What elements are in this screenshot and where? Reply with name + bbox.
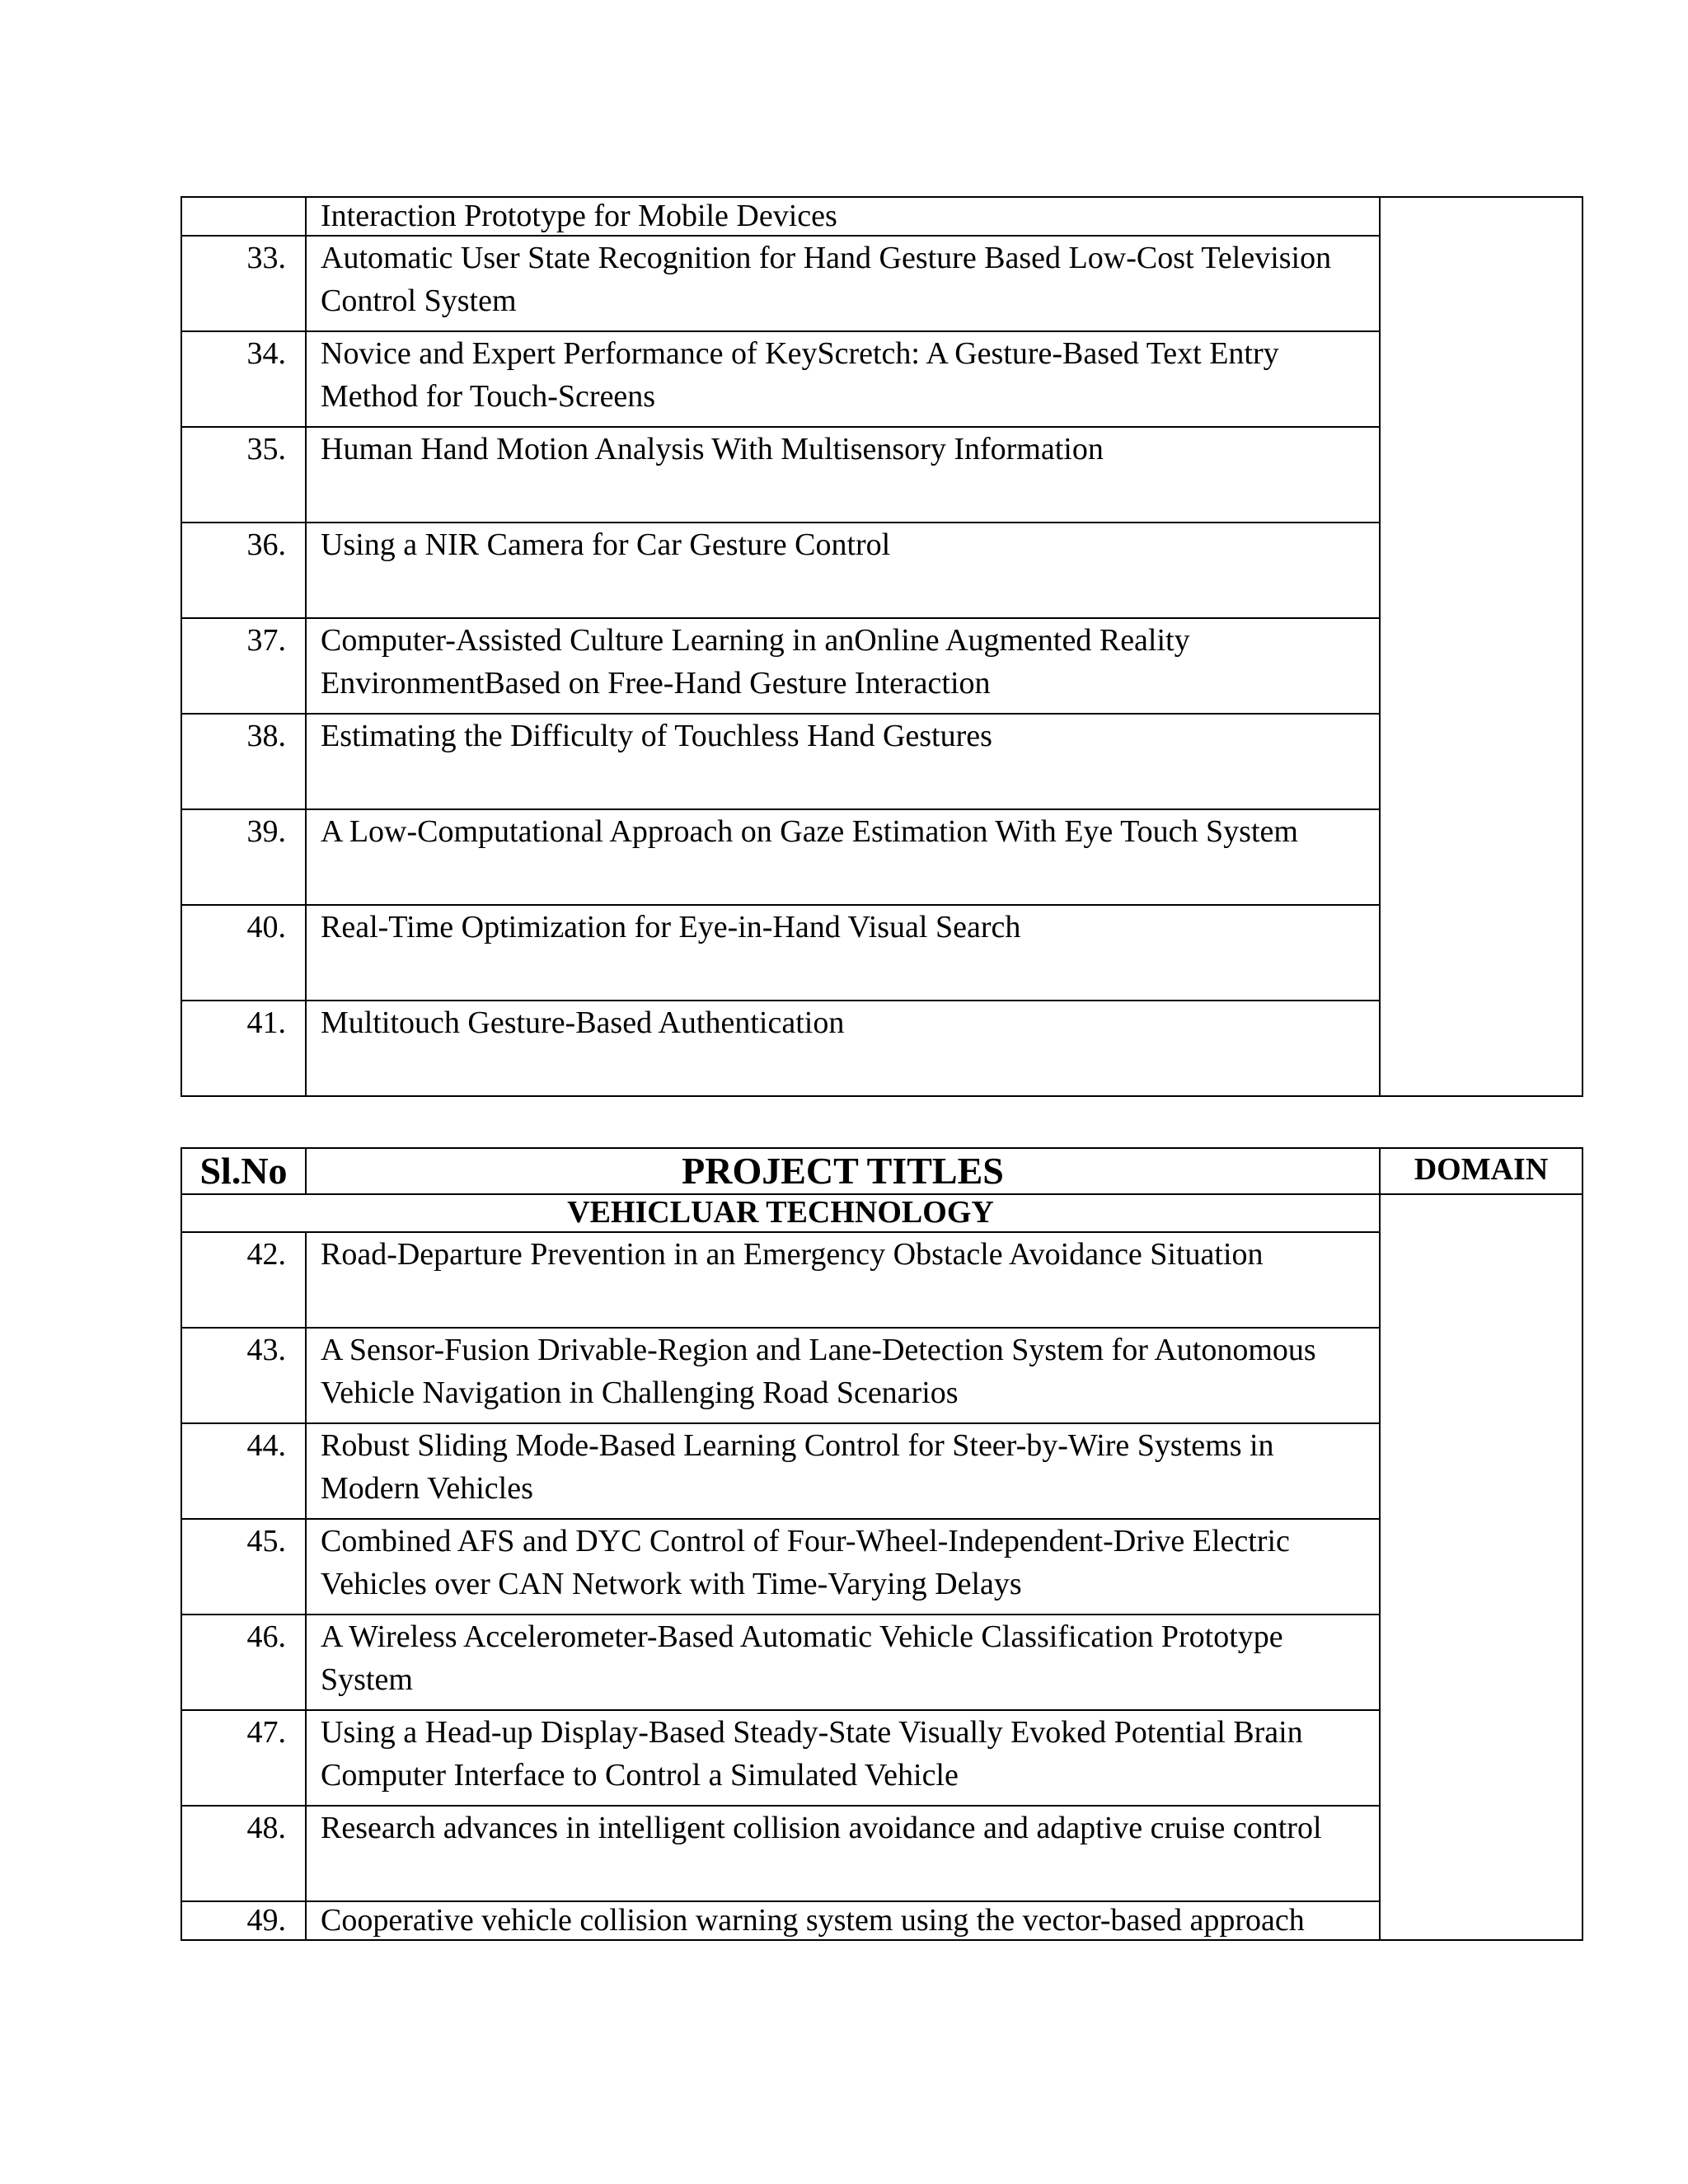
row-title: A Wireless Accelerometer-Based Automatic Vehicle Classification Prototype System bbox=[306, 1615, 1380, 1710]
table-row bbox=[181, 427, 1582, 523]
row-number: 45. bbox=[181, 1519, 306, 1615]
table-row bbox=[181, 714, 1582, 809]
table-row bbox=[181, 1001, 1582, 1096]
table-row bbox=[181, 1901, 1582, 1940]
row-number: 47. bbox=[181, 1710, 306, 1806]
row-title: Real-Time Optimization for Eye-in-Hand Visual Search bbox=[306, 905, 1380, 1001]
row-title: Computer-Assisted Culture Learning in anOnline Augmented Reality EnvironmentBased on Free-Hand Gesture Interaction bbox=[306, 618, 1380, 714]
table-row bbox=[181, 1423, 1582, 1519]
row-title: Using a NIR Camera for Car Gesture Control bbox=[306, 523, 1380, 618]
table-row bbox=[181, 905, 1582, 1001]
table-row bbox=[181, 618, 1582, 714]
row-title: Multitouch Gesture-Based Authentication bbox=[306, 1001, 1380, 1096]
row-title: Combined AFS and DYC Control of Four-Wheel-Independent-Drive Electric Vehicles over CAN Network with Time-Varying Delays bbox=[306, 1519, 1380, 1615]
table-row bbox=[181, 197, 1582, 236]
project-table-continued bbox=[181, 196, 1583, 1097]
row-number: 46. bbox=[181, 1615, 306, 1710]
row-number: 37. bbox=[181, 618, 306, 714]
row-number: 33. bbox=[181, 236, 306, 331]
table-row bbox=[181, 1232, 1582, 1328]
row-number: 36. bbox=[181, 523, 306, 618]
row-number: 41. bbox=[181, 1001, 306, 1096]
table-row bbox=[181, 1615, 1582, 1710]
row-title: Automatic User State Recognition for Hand Gesture Based Low-Cost Television Control System bbox=[306, 236, 1380, 331]
section-row bbox=[181, 1194, 1582, 1232]
header-domain: DOMAIN bbox=[1380, 1148, 1582, 1194]
domain-cell bbox=[1380, 1194, 1582, 1940]
table-row bbox=[181, 809, 1582, 905]
row-title: Cooperative vehicle collision warning system using the vector-based approach bbox=[306, 1901, 1380, 1940]
row-number: 39. bbox=[181, 809, 306, 905]
table-row bbox=[181, 1806, 1582, 1901]
row-title: Interaction Prototype for Mobile Devices bbox=[306, 197, 1380, 236]
row-title: Novice and Expert Performance of KeyScretch: A Gesture-Based Text Entry Method for Touch-Screens bbox=[306, 331, 1380, 427]
domain-cell bbox=[1380, 197, 1582, 1096]
row-title: Research advances in intelligent collision avoidance and adaptive cruise control bbox=[306, 1806, 1380, 1901]
table-row bbox=[181, 1519, 1582, 1615]
table-row bbox=[181, 236, 1582, 331]
header-project-titles: PROJECT TITLES bbox=[306, 1148, 1380, 1194]
row-number: 40. bbox=[181, 905, 306, 1001]
row-title: Estimating the Difficulty of Touchless Hand Gestures bbox=[306, 714, 1380, 809]
row-number: 49. bbox=[181, 1901, 306, 1940]
project-table bbox=[181, 1147, 1583, 1941]
row-number: 34. bbox=[181, 331, 306, 427]
header-sl-no: Sl.No bbox=[181, 1148, 306, 1194]
row-number: 44. bbox=[181, 1423, 306, 1519]
section-title: VEHICLUAR TECHNOLOGY bbox=[181, 1194, 1380, 1232]
table-row bbox=[181, 1328, 1582, 1423]
row-number bbox=[181, 197, 306, 236]
table-header-row bbox=[181, 1148, 1582, 1194]
row-number: 43. bbox=[181, 1328, 306, 1423]
row-title: Road-Departure Prevention in an Emergency Obstacle Avoidance Situation bbox=[306, 1232, 1380, 1328]
table-row bbox=[181, 1710, 1582, 1806]
row-title: Using a Head-up Display-Based Steady-State Visually Evoked Potential Brain Computer Interface to Control a Simulated Vehicle bbox=[306, 1710, 1380, 1806]
row-number: 38. bbox=[181, 714, 306, 809]
row-number: 42. bbox=[181, 1232, 306, 1328]
row-title: A Sensor-Fusion Drivable-Region and Lane-Detection System for Autonomous Vehicle Navigation in Challenging Road Scenarios bbox=[306, 1328, 1380, 1423]
row-title: Human Hand Motion Analysis With Multisensory Information bbox=[306, 427, 1380, 523]
row-title: Robust Sliding Mode-Based Learning Control for Steer-by-Wire Systems in Modern Vehicles bbox=[306, 1423, 1380, 1519]
table-row bbox=[181, 331, 1582, 427]
row-number: 35. bbox=[181, 427, 306, 523]
table-row bbox=[181, 523, 1582, 618]
row-title: A Low-Computational Approach on Gaze Estimation With Eye Touch System bbox=[306, 809, 1380, 905]
row-number: 48. bbox=[181, 1806, 306, 1901]
